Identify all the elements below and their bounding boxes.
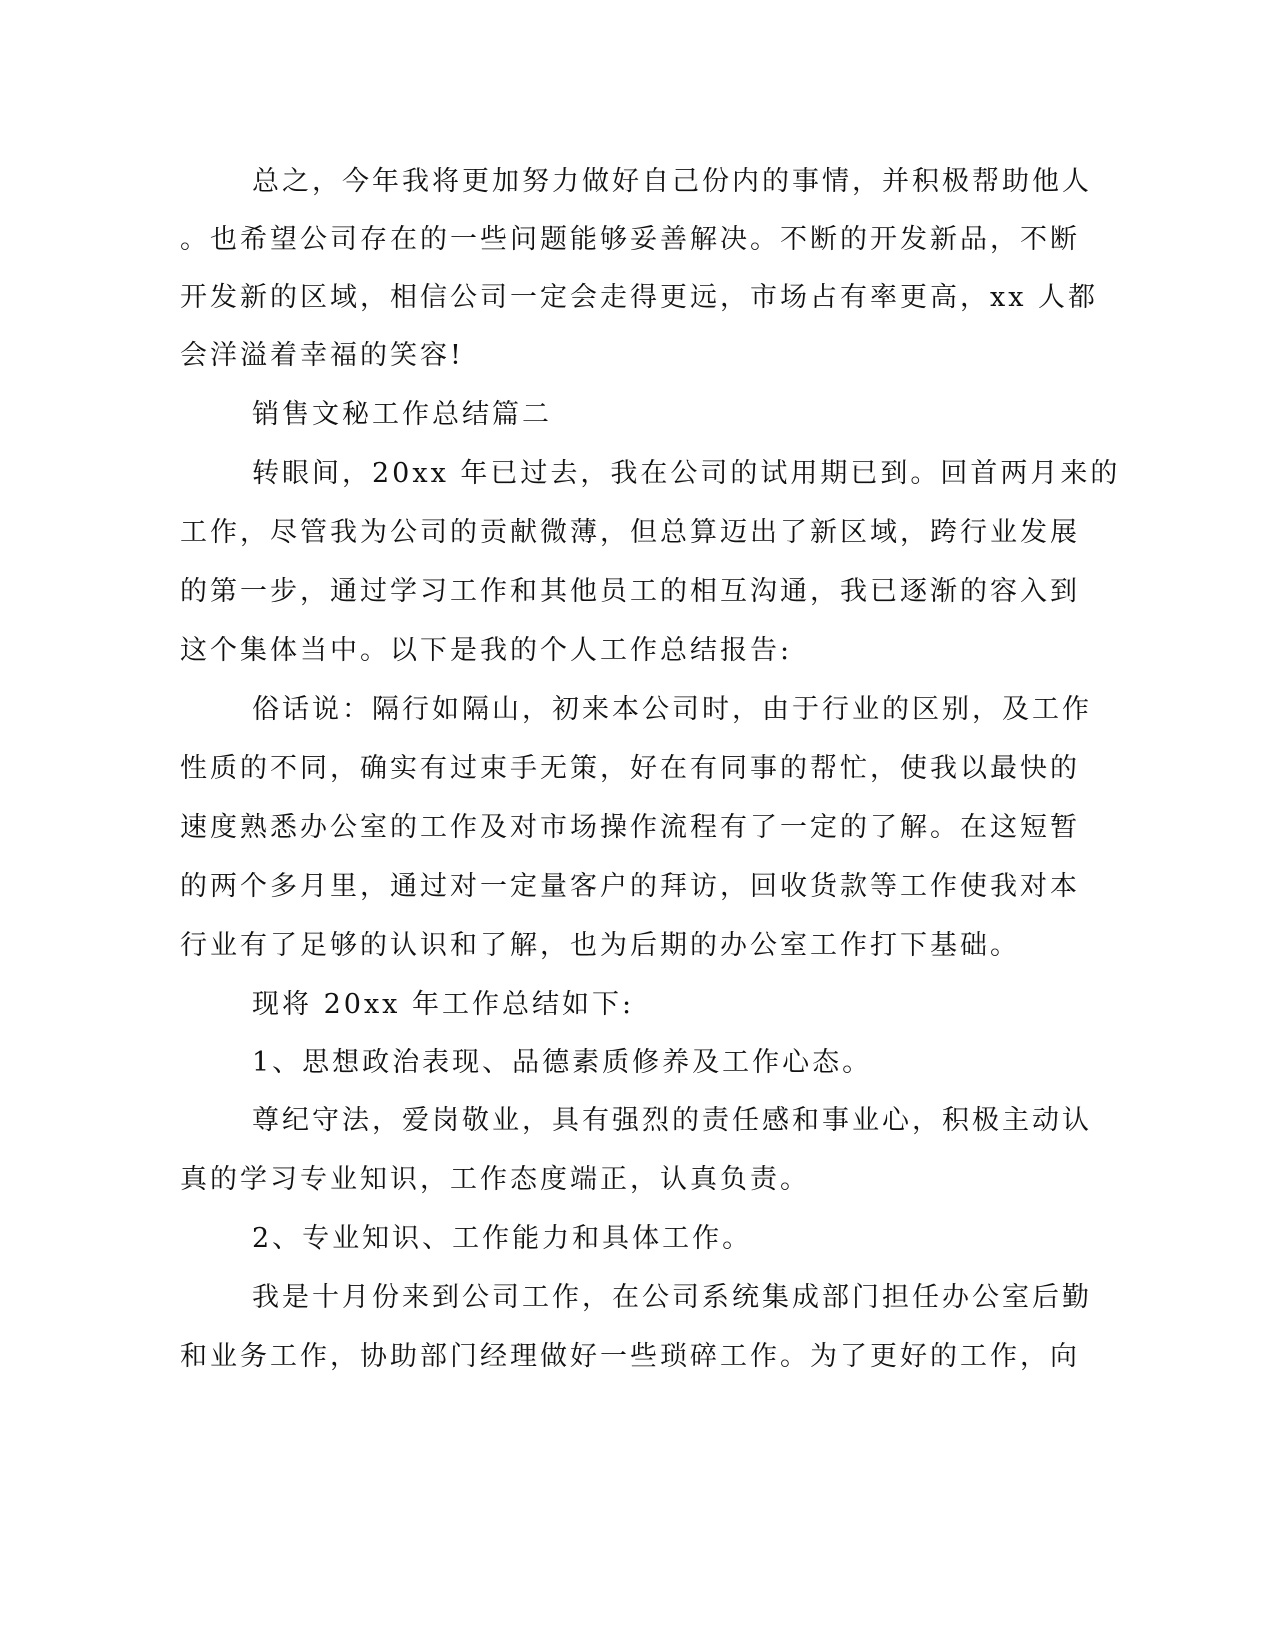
text-line: 转眼间，20xx 年已过去，我在公司的试用期已到。回首两月来的 — [252, 458, 1121, 489]
text-line: 我是十月份来到公司工作，在公司系统集成部门担任办公室后勤 — [252, 1282, 1092, 1313]
text-line: 尊纪守法，爱岗敬业，具有强烈的责任感和事业心，积极主动认 — [252, 1105, 1092, 1136]
text-line: 现将 20xx 年工作总结如下: — [252, 989, 635, 1020]
text-line: 性质的不同，确实有过束手无策，好在有同事的帮忙，使我以最快的 — [180, 753, 1080, 784]
text-line: 会洋溢着幸福的笑容! — [180, 340, 464, 371]
section-heading: 销售文秘工作总结篇二 — [252, 399, 552, 430]
text-line: 。也希望公司存在的一些问题能够妥善解决。不断的开发新品，不断 — [180, 224, 1080, 255]
list-item-heading: 2、专业知识、工作能力和具体工作。 — [252, 1223, 753, 1254]
text-line: 速度熟悉办公室的工作及对市场操作流程有了一定的了解。在这短暂 — [180, 812, 1080, 843]
text-line: 和业务工作，协助部门经理做好一些琐碎工作。为了更好的工作，向 — [180, 1341, 1080, 1372]
text-line: 这个集体当中。以下是我的个人工作总结报告: — [180, 635, 793, 666]
text-line: 的第一步，通过学习工作和其他员工的相互沟通，我已逐渐的容入到 — [180, 576, 1080, 607]
text-line: 行业有了足够的认识和了解，也为后期的办公室工作打下基础。 — [180, 930, 1020, 961]
text-line: 俗话说：隔行如隔山，初来本公司时，由于行业的区别，及工作 — [252, 694, 1092, 725]
list-item-heading: 1、思想政治表现、品德素质修养及工作心态。 — [252, 1047, 873, 1078]
text-line: 工作，尽管我为公司的贡献微薄，但总算迈出了新区域，跨行业发展 — [180, 517, 1080, 548]
text-line: 的两个多月里，通过对一定量客户的拜访，回收货款等工作使我对本 — [180, 871, 1080, 902]
text-line: 真的学习专业知识，工作态度端正，认真负责。 — [180, 1164, 810, 1195]
text-line: 开发新的区域，相信公司一定会走得更远，市场占有率更高，xx 人都 — [180, 282, 1099, 313]
text-line: 总之，今年我将更加努力做好自己份内的事情，并积极帮助他人 — [252, 166, 1092, 197]
